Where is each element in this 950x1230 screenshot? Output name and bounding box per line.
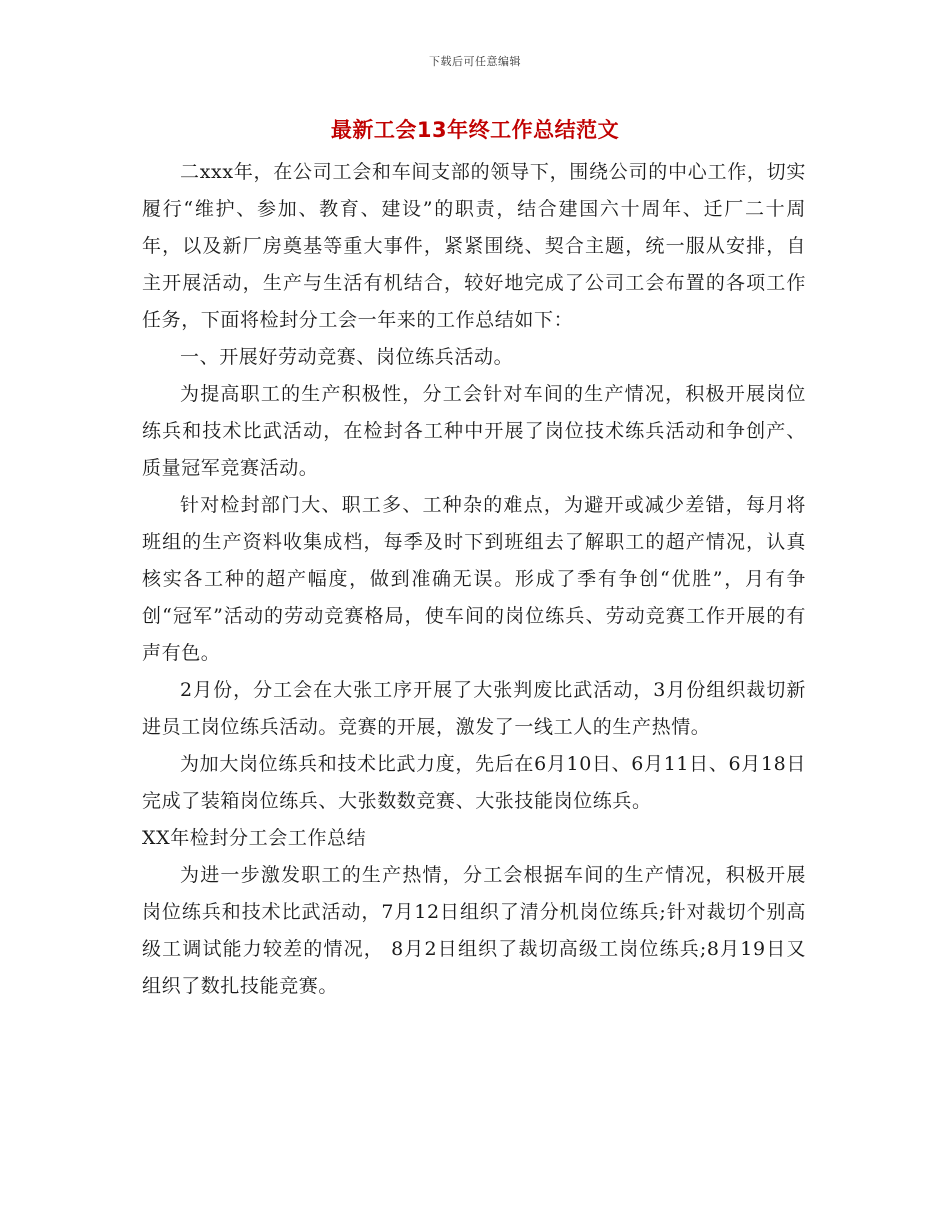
document-body (142, 154, 806, 1005)
paragraph-july-august: 为进一步激发职工的生产热情，分工会根据车间的生产情况，积极开展岗位练兵和技术比武活动，7月12日组织了清分机岗位练兵;针对裁切个别高级工调试能力较差的情况， 8月2日组织了裁切高级工岗位练兵;8月19日又组织了数扎技能竞赛。 (142, 864, 806, 997)
paragraph-february: 2月份，分工会在大张工序开展了大张判废比武活动，3月份组织裁切新进员工岗位练兵活动。竞赛的开展，激发了一线工人的生产热情。 (142, 679, 806, 738)
paragraph-difficulties: 针对检封部门大、职工多、工种杂的难点，为避开或减少差错，每月将班组的生产资料收集成档，每季及时下到班组去了解职工的超产情况，认真核实各工种的超产幅度，做到准确无误。形成了季有争创“优胜”，月有争创“冠军”活动的劳动竞赛格局，使车间的岗位练兵、劳动竞赛工作开展的有声有色。 (142, 494, 806, 664)
document-title: 最新工会13年终工作总结范文 (330, 118, 620, 142)
paragraph-competition: 为提高职工的生产积极性，分工会针对车间的生产情况，积极开展岗位练兵和技术比武活动，在检封各工种中开展了岗位技术练兵活动和争创产、质量冠军竞赛活动。 (142, 383, 806, 479)
paragraph-june: 为加大岗位练兵和技术比武力度，先后在6月10日、6月11日、6月18日完成了装箱岗位练兵、大张数数竞赛、大张技能岗位练兵。 (142, 753, 806, 812)
paragraph-summary-line: XX年检封分工会工作总结 (142, 827, 367, 849)
page-header-note: 下载后可任意编辑 (429, 55, 521, 68)
paragraph-intro: 二xxx年，在公司工会和车间支部的领导下，围绕公司的中心工作，切实履行“维护、参加、教育、建设”的职责，结合建国六十周年、迁厂二十周年，以及新厂房奠基等重大事件，紧紧围绕、契合主题，统一服从安排，自主开展活动，生产与生活有机结合，较好地完成了公司工会布置的各项工作任务，下面将检封分工会一年来的工作总结如下： (142, 161, 806, 331)
section-heading-1: 一、开展好劳动竞赛、岗位练兵活动。 (180, 346, 514, 368)
